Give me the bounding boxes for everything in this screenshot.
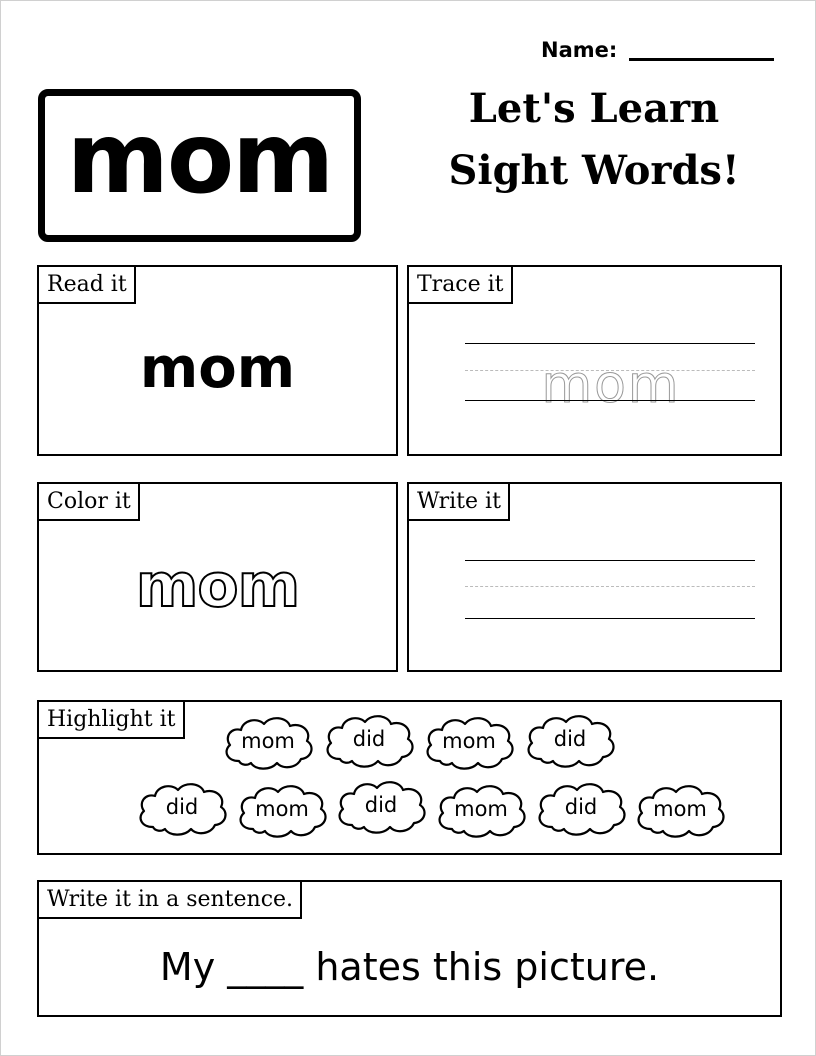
trace-it-label: Trace it [409,267,513,304]
cloud-word-mom[interactable] [221,713,315,773]
cloud-word-text: mom [241,729,295,753]
cloud-word-did[interactable] [135,779,229,839]
cloud-word-mom[interactable] [633,781,727,841]
sentence-label: Write it in a sentence. [39,882,302,919]
color-it-panel [37,482,398,672]
trace-top-line [465,343,755,344]
sentence-panel [37,880,782,1017]
cloud-word-text: mom [442,729,496,753]
read-it-panel [37,265,398,456]
color-it-label: Color it [39,484,140,521]
write-it-label: Write it [409,484,510,521]
sentence-text: My ____ hates this picture. [159,945,660,989]
read-it-label: Read it [39,267,136,304]
color-it-word[interactable]: mom [135,551,300,621]
cloud-word-text: did [165,795,199,819]
name-write-line[interactable] [629,58,774,61]
cloud-word-did[interactable] [334,777,428,837]
cloud-word-mom[interactable] [422,713,516,773]
trace-it-panel [407,265,782,456]
cloud-word-text: did [553,727,587,751]
read-it-word: mom [139,336,296,401]
cloud-word-text: did [564,795,598,819]
highlight-it-label: Highlight it [39,702,185,739]
trace-base-line [465,400,755,401]
cloud-word-mom[interactable] [235,781,329,841]
cloud-word-text: did [352,727,386,751]
cloud-word-did[interactable] [523,711,617,771]
cloud-word-did[interactable] [534,779,628,839]
sight-word: mom [66,101,333,216]
cloud-word-text: did [364,793,398,817]
trace-it-word[interactable]: mom [541,355,681,415]
write-mid-line[interactable] [465,586,755,587]
write-top-line[interactable] [465,560,755,561]
sight-word-box [38,89,361,242]
cloud-word-mom[interactable] [434,781,528,841]
cloud-word-text: mom [255,797,309,821]
cloud-word-text: mom [454,797,508,821]
write-base-line[interactable] [465,618,755,619]
page-title: Let's Learn Sight Words! [448,85,740,194]
cloud-word-text: mom [653,797,707,821]
name-label: Name: [541,38,618,62]
write-it-panel [407,482,782,672]
cloud-word-did[interactable] [322,711,416,771]
